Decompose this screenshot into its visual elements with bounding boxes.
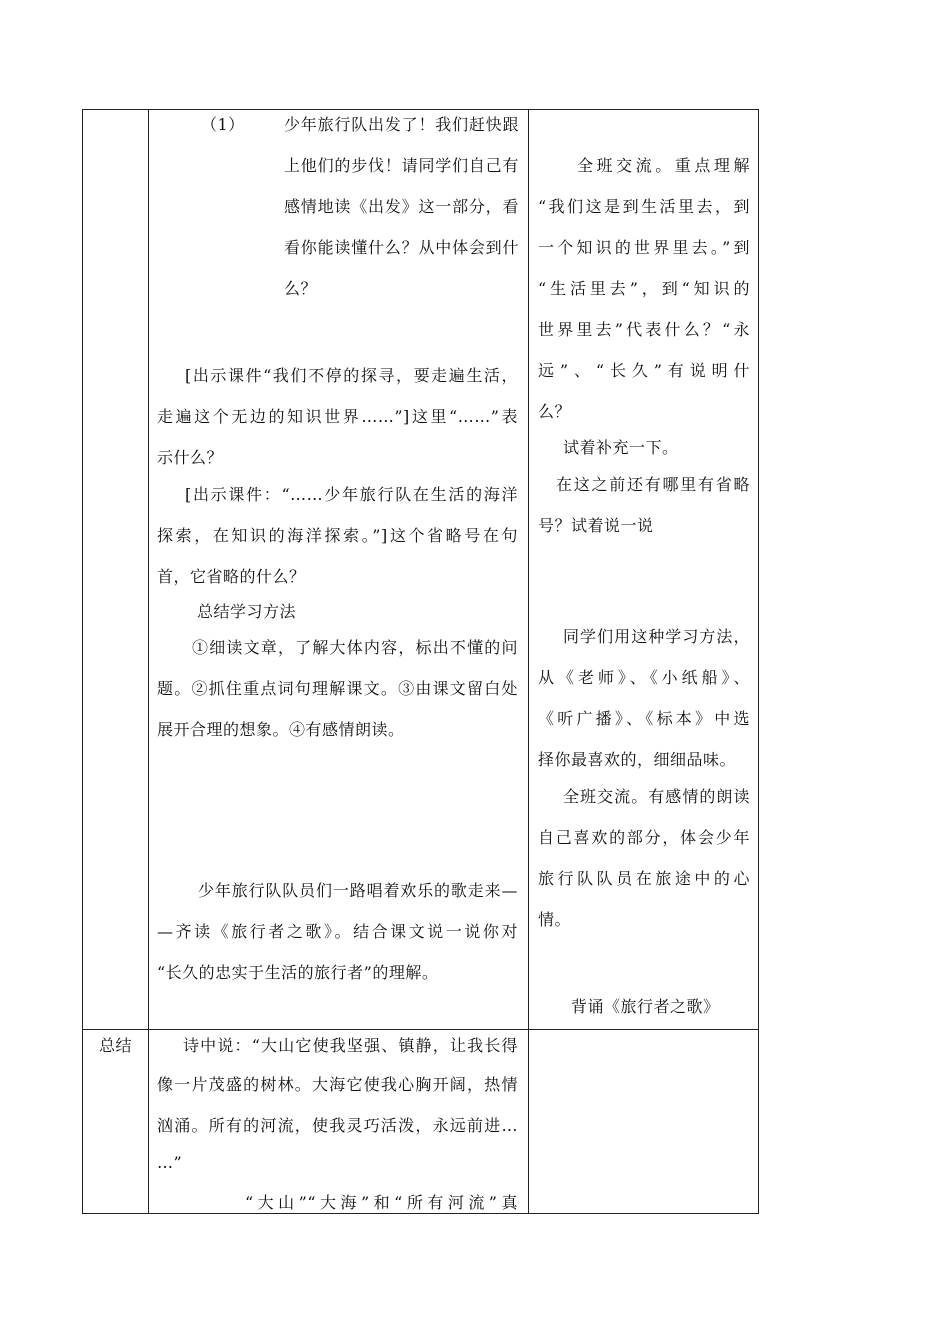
courseware-text-line: [出示课件：“……少年旅行队在生活的海洋 <box>185 485 518 504</box>
song-text-line: 少年旅行队队员们一路唱着欢乐的歌走来— <box>198 881 518 900</box>
activity-text-line: “生活里去”，到“知识的 <box>538 279 750 298</box>
activity-text-line: 《听广播》、《标本》中选 <box>538 709 750 728</box>
song-text-line: —齐读《旅行者之歌》。结合课文说一说你对 <box>157 922 518 941</box>
method-text-line: ①细读文章，了解大体内容，标出不懂的问 <box>192 638 518 657</box>
activity-text-line: 自己喜欢的部分，体会少年 <box>538 828 750 847</box>
task-text-line: 上他们的步伐！请同学们自己有 <box>284 156 519 175</box>
method-text-line: 题。②抓住重点词句理解课文。③由课文留白处 <box>157 679 518 698</box>
activity-text-line: 号？试着说一说 <box>538 516 654 535</box>
section-label-summary: 总结 <box>99 1036 133 1055</box>
courseware-text-line: 走遍这个无边的知识世界……”]这里“……”表 <box>157 407 518 426</box>
column-divider-2 <box>528 110 529 1213</box>
activity-text-line: 背诵《旅行者之歌》 <box>571 997 720 1016</box>
task-text-line: 么？ <box>284 279 318 298</box>
task-text-line: 少年旅行队出发了！我们赶快跟 <box>284 115 519 134</box>
summary-text-line: “大山”“大海”和“所有河流”真 <box>245 1193 518 1212</box>
item-number: （1） <box>201 115 245 134</box>
activity-text-line: 全班交流。重点理解 <box>577 156 750 175</box>
activity-text-line: 么？ <box>538 402 572 421</box>
row-divider <box>83 1029 758 1030</box>
activity-text-line: 从《老师》、《小纸船》、 <box>538 668 750 687</box>
method-text-line: 展开合理的想象。④有感情朗读。 <box>157 720 405 739</box>
courseware-text-line: [出示课件“我们不停的探寻，要走遍生活， <box>185 366 518 385</box>
method-heading: 总结学习方法 <box>197 602 297 621</box>
activity-text-line: 在这之前还有哪里有省略 <box>556 475 750 494</box>
summary-text-line: …” <box>157 1153 183 1172</box>
task-text-line: 看你能读懂什么？从中体会到什 <box>284 238 519 257</box>
summary-text-line: 像一片茂盛的树林。大海它使我心胸开阔，热情 <box>157 1075 518 1094</box>
activity-text-line: 择你最喜欢的，细细品味。 <box>538 750 737 769</box>
summary-text-line: 诗中说：“大山它使我坚强、镇静，让我长得 <box>183 1036 518 1055</box>
activity-text-line: 世界里去”代表什么？“永 <box>538 320 750 339</box>
activity-text-line: “我们这是到生活里去，到 <box>538 197 750 216</box>
activity-text-line: 全班交流。有感情的朗读 <box>563 787 750 806</box>
courseware-text-line: 探索，在知识的海洋探索。”]这个省略号在句 <box>157 526 518 545</box>
activity-text-line: 同学们用这种学习方法， <box>563 627 750 646</box>
task-text-line: 感情地读《出发》这一部分，看 <box>284 197 519 216</box>
activity-text-line: 一个知识的世界里去。”到 <box>538 238 750 257</box>
song-text-line: “长久的忠实于生活的旅行者”的理解。 <box>157 963 439 982</box>
activity-text-line: 情。 <box>538 910 572 929</box>
summary-text-line: 汹涌。所有的河流，使我灵巧活泼，永远前进… <box>157 1116 518 1135</box>
activity-text-line: 远”、“长久”有说明什 <box>538 361 750 380</box>
activity-text-line: 试着补充一下。 <box>563 438 679 457</box>
courseware-text-line: 示什么？ <box>157 448 224 467</box>
activity-text-line: 旅行队队员在旅途中的心 <box>538 869 750 888</box>
column-divider-1 <box>148 110 149 1213</box>
courseware-text-line: 首，它省略的什么？ <box>157 567 306 586</box>
